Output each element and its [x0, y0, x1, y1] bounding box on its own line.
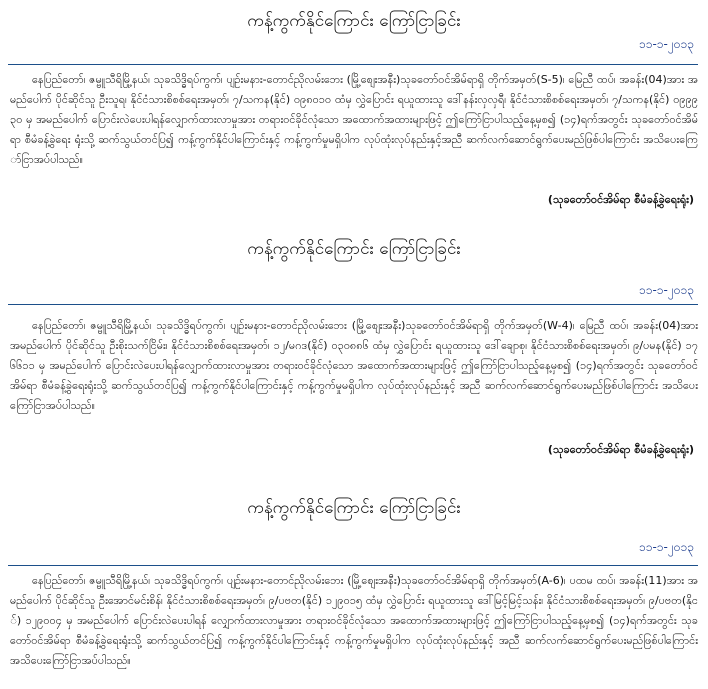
notice-title: ကန့်ကွက်နိုင်ကြောင်း ကြော်ငြာခြင်း: [247, 11, 461, 31]
notice-date: ၁၁-၁-၂၀၁၃: [638, 37, 694, 51]
notice-title: ကန့်ကွက်နိုင်ကြောင်း ကြော်ငြာခြင်း: [247, 239, 461, 259]
divider: [8, 64, 698, 65]
notice-signature: (သုခတော်ဝင်အိမ်ရာ စီမံခန့်ခွဲရေးရုံး): [547, 193, 694, 206]
notice-title: ကန့်ကွက်နိုင်ကြောင်း ကြော်ငြာခြင်း: [247, 498, 461, 518]
notice-body: နေပြည်တော်၊ ဇမ္ဗူသီရိမြို့နယ်၊ သုခသိဒ္ဓိရပ်ကွက်၊ ပျဉ်းမနား-တောင်ညိုလမ်းဘေး (မြို့စျေးအနီး)သုခတော်ဝင်အိမ်ရာရှိ တိုက်အမှတ်(S-5)၊ မြေညီ ထပ်၊ အခန်း(04)အား အမည်ပေါက် ပိုင်ဆိုင်သူ ဦးသူရ၊ နိုင်ငံသားစိစစ်ရေးအမှတ်၊ ၇/သကန(နိုင်) ဝ၉၈ဝ၁ဝ ထံမှ လွှဲပြောင်း ရယူထားသူ ဒေါ်နန်းလှလှရီ၊ နိုင်ငံသားစိစစ်ရေးအမှတ်၊ ၇/သကန(နိုင်) ဝ၉၉၉၃ဝ မှ အမည်ပေါက် ပြောင်းလဲပေးပါရန်လျှောက်ထားလာမှုအား တရားဝင်ခိုင်လုံသော အထောက်အထားများဖြင့် ဤကြော်ငြာပါသည့်နေ့မှစ၍ (၁၄)ရက်အတွင်း သုခတော်ဝင်အိမ်ရာ စီမံခန့်ခွဲရေး ရုံးသို့ ဆက်သွယ်တင်ပြ၍ ကန့်ကွက်နိုင်ပါကြောင်းနှင့် ကန့်ကွက်မှုမရှိပါက လုပ်ထုံးလုပ်နည်းနှင့်အညီ ဆက်လက်ဆောင်ရွက်ပေးမည်ဖြစ်ပါကြောင်း အသိပေးကြော်ငြာအပ်ပါသည်။: [10, 73, 698, 166]
notice-body: နေပြည်တော်၊ ဇမ္ဗူသီရိမြို့နယ်၊ သုခသိဒ္ဓိရပ်ကွက်၊ ပျဉ်းမနား-တောင်ညိုလမ်းဘေး (မြို့စျေးအနီး)သုခတော်ဝင်အိမ်ရာရှိ တိုက်အမှတ်(A-6)၊ ပထမ ထပ်၊ အခန်း(11)အား အမည်ပေါက် ပိုင်ဆိုင်သူ ဦးအောင်မင်းစိန်၊ နိုင်ငံသားစိစစ်ရေးအမှတ်၊ ၉/ပဗတ(နိုင်) ၁၂၉ဝ၁၅ ထံမှ လွှဲပြောင်း ရယူထားသူ ဒေါ်မြင့်မြင့်သန်း၊ နိုင်ငံသားစိစစ်ရေးအမှတ်၊ ၉/ပဗတ(နိုင်) ၁၂၉ဝ၀၄ မှ အမည်ပေါက် ပြောင်းလဲပေးပါရန် လျှောက်ထားလာမှုအား တရားဝင်ခိုင်လုံသော အထောက်အထားများဖြင့် ဤကြော်ငြာပါသည့်နေ့မှစ၍ (၁၄)ရက်အတွင်း သုခတော်ဝင်အိမ်ရာ စီမံခန့်ခွဲရေးရုံးသို့ ဆက်သွယ်တင်ပြ၍ ကန့်ကွက်နိုင်ပါကြောင်းနှင့် ကန့်ကွက်မှုမရှိပါက လုပ်ထုံးလုပ်နည်းနှင့် အညီ ဆက်လက်ဆောင်ရွက်ပေးမည်ဖြစ်ပါကြောင်း အသိပေးကြော်ငြာအပ်ပါသည်။: [10, 574, 698, 667]
divider: [8, 304, 698, 305]
divider: [8, 565, 698, 566]
notice-body: နေပြည်တော်၊ ဇမ္ဗူသီရိမြို့နယ်၊ သုခသိဒ္ဓိရပ်ကွက်၊ ပျဉ်းမနား-တောင်ညိုလမ်းဘေး (မြို့စျေးအနီး)သုခတော်ဝင်အိမ်ရာရှိ တိုက်အမှတ်(W-4)၊ မြေညီ ထပ်၊ အခန်း(04)အား အမည်ပေါက် ပိုင်ဆိုင်သူ ဦးစိုးသက်ငြိမ်း၊ နိုင်ငံသားစိစစ်ရေးအမှတ်၊ ၁၂/မဂဒ(နိုင်) ဝ၃ဝ၈၈၆ ထံမှ လွှဲပြောင်း ရယူထားသူ ဒေါ်ချောစု၊ နိုင်ငံသားစိစစ်ရေးအမှတ်၊ ၉/ပမန(နိုင်) ၁၇၆၆၁၁ မှ အမည်ပေါက် ပြောင်းလဲပေးပါရန်လျှောက်ထားလာမှုအား တရားဝင်ခိုင်လုံသော အထောက်အထားများဖြင့် ဤကြော်ငြာပါသည့်နေ့မှစ၍ (၁၄)ရက်အတွင်း သုခတော်ဝင်အိမ်ရာ စီမံခန့်ခွဲရေးရုံးသို့ ဆက်သွယ်တင်ပြ၍ ကန့်ကွက်နိုင်ပါကြောင်းနှင့် ကန့်ကွက်မှုမရှိပါက လုပ်ထုံးလုပ်နည်းနှင့် အညီ ဆက်လက်ဆောင်ရွက်ပေးမည်ဖြစ်ပါကြောင်း အသိပေးကြော်ငြာအပ်ပါသည်။: [10, 319, 698, 412]
notice-signature: (သုခတော်ဝင်အိမ်ရာ စီမံခန့်ခွဲရေးရုံး): [547, 443, 694, 456]
notice-date: ၁၁-၁-၂၀၁၃: [638, 283, 694, 297]
notice-date: ၁၁-၁-၂၀၁၃: [638, 540, 694, 554]
